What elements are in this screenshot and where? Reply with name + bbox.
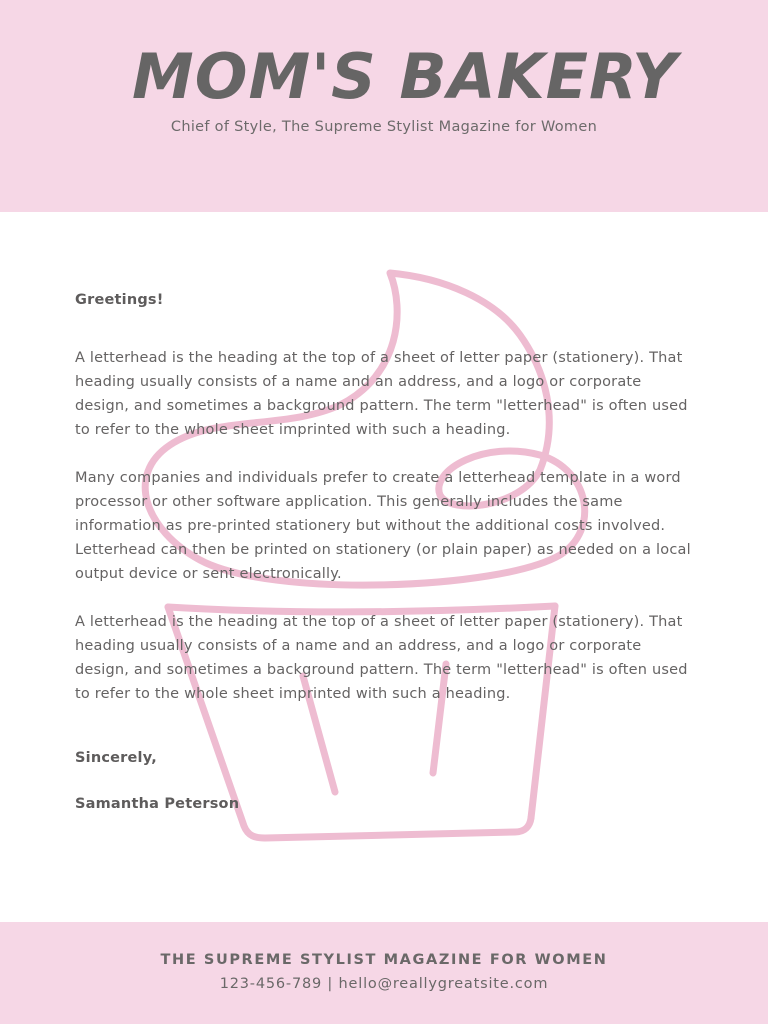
footer-band — [0, 922, 768, 1024]
letter-paragraph-1: A letterhead is the heading at the top of a sheet of letter paper (stationery). That heading usually consists of a name and an address, and a logo or corporate design, and sometimes a background pattern. The term "letterhead" is often used to refer to the whole sheet imprinted with such a heading. — [75, 350, 688, 438]
header-subtitle: Chief of Style, The Supreme Stylist Magazine for Women — [170, 119, 598, 135]
header-band — [0, 0, 768, 212]
letter-body — [75, 288, 700, 816]
greeting: Greetings! — [75, 292, 164, 308]
signer-name: Samantha Peterson — [75, 796, 240, 812]
letter-paragraph-3: A letterhead is the heading at the top of a sheet of letter paper (stationery). That heading usually consists of a name and an address, and a logo or corporate design, and sometimes a background pattern. The term "letterhead" is often used to refer to the whole sheet imprinted with such a heading. — [75, 614, 688, 702]
bakery-title: MOM'S BAKERY — [132, 40, 678, 113]
footer-contact: 123-456-789 | hello@reallygreatsite.com — [219, 976, 549, 992]
letter-paragraph-2: Many companies and individuals prefer to create a letterhead template in a word processor or other software application. This generally includes the same information as pre-printed stationery but without the additional costs involved. Letterhead can then be printed on stationery (or plain paper) as needed on a local output device or sent electronically. — [75, 470, 691, 582]
closing: Sincerely, — [75, 750, 157, 766]
footer-tagline: THE SUPREME STYLIST MAGAZINE FOR WOMEN — [160, 952, 608, 968]
